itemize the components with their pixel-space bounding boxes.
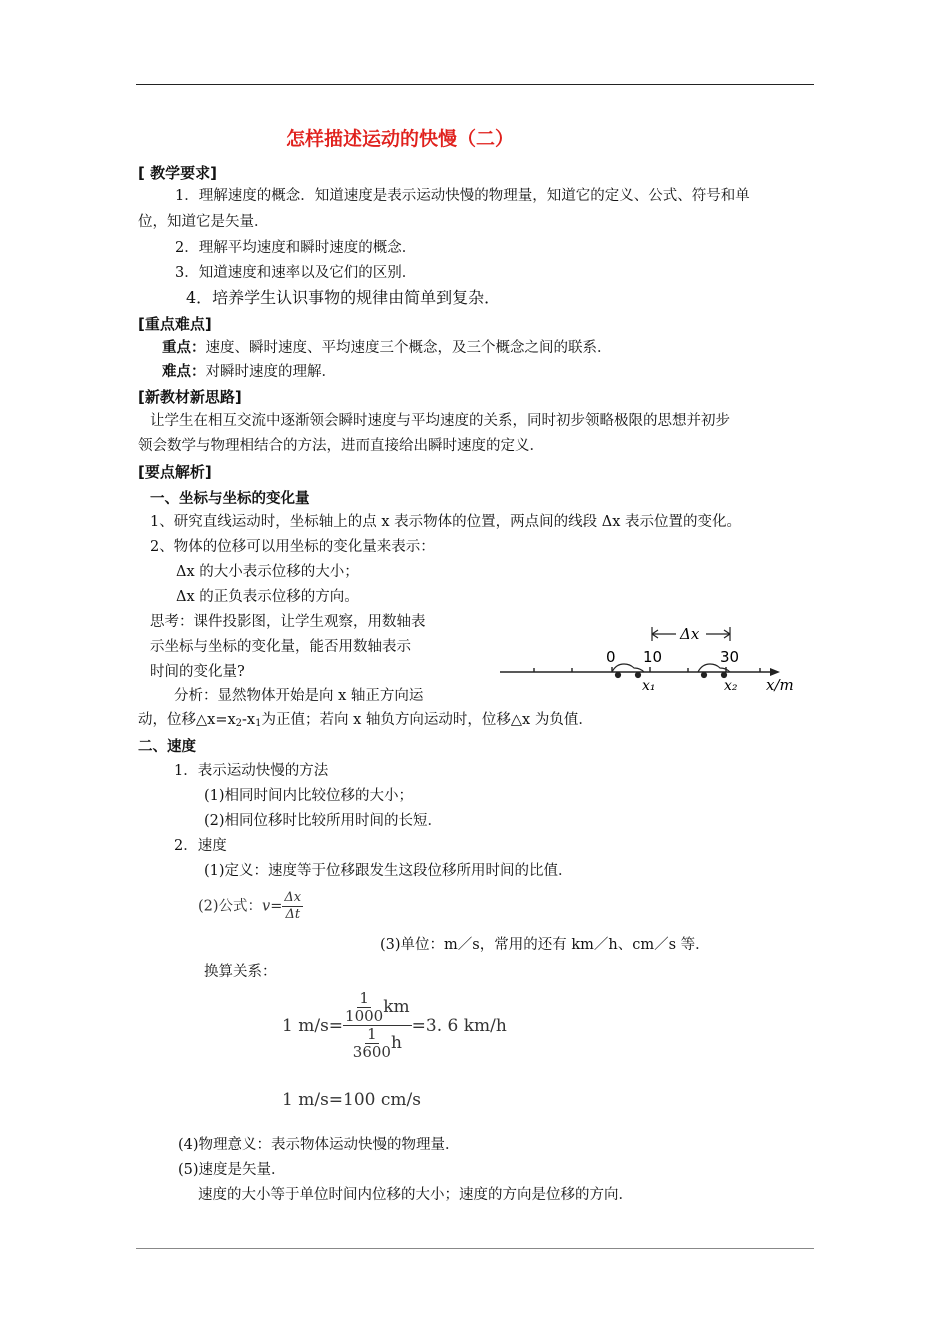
velocity-method-heading: 1．表示运动快慢的方法 [174,763,329,779]
tick-label-0: 0 [606,648,616,666]
section-heading-requirements: [ 教学要求] [138,164,217,182]
eq1-rhs: =3. 6 km/h [411,1015,507,1036]
eq1-den-bottom: 3600 [352,1043,391,1061]
eq1-num-top: 1 [359,989,369,1007]
section-heading-key-points: [重点难点] [138,315,212,333]
velocity-method-a: (1)相同时间内比较位移的大小； [204,788,414,804]
analysis-line-1: 分析：显然物体开始是向 x 轴正方向运 [174,688,424,704]
section-heading-analysis: [要点解析] [138,463,212,481]
car-icon-end [698,664,730,678]
eq1-den-unit: h [390,1033,402,1053]
velocity-meaning: (4)物理意义：表示物体运动快慢的物理量． [178,1137,460,1153]
requirement-1a: 1．理解速度的概念．知道速度是表示运动快慢的物理量，知道它的定义、公式、符号和单 [175,188,750,204]
delta-x-label: Δx [680,625,700,643]
subsection-coordinates: 一、坐标与坐标的变化量 [150,491,310,507]
difficulty-text: 对瞬时速度的理解． [205,364,336,380]
requirement-2: 2．理解平均速度和瞬时速度的概念． [175,240,417,256]
velocity-subheading: 2．速度 [174,838,227,854]
coord-point-2: 2、物体的位移可以用坐标的变化量来表示： [150,539,435,555]
conversion-heading: 换算关系： [204,964,277,980]
key-point-line [162,338,612,358]
requirement-1b: 位，知道它是矢量． [138,214,269,230]
subsection-velocity: 二、速度 [138,739,196,755]
tick-label-10: 10 [643,648,663,666]
x2-label: x₂ [724,678,738,694]
bottom-rule [136,1248,814,1249]
conversion-equation-2: 1 m/s=100 cm/s [282,1090,421,1110]
analysis-line-2 [138,710,593,734]
think-line-2: 示坐标与坐标的变化量，能否用数轴表示 [150,639,411,655]
velocity-definition: (1)定义：速度等于位移跟发生这段位移所用时间的比值． [204,863,573,879]
formula-numerator: Δx [284,890,302,905]
formula-fraction [282,890,303,923]
coord-point-4: Δx 的正负表示位移的方向。 [176,589,359,605]
eq1-den-top: 1 [367,1025,377,1043]
eq1-lhs: 1 m/s= [282,1015,344,1036]
eq1-numerator [343,990,412,1026]
analysis-text-a: 动，位移△x=x [138,712,236,728]
key-point-label: 重点： [162,339,206,356]
difficulty-label: 难点： [162,363,206,380]
axis-unit-label: x/m [766,676,794,694]
top-rule [136,84,814,85]
eq1-num-unit: km [383,997,410,1017]
conversion-equation-1 [282,990,507,1061]
new-ideas-line-1: 让学生在相互交流中逐渐领会瞬时速度与平均速度的关系，同时初步领略极限的思想并初步 [150,413,730,429]
velocity-unit: (3)单位：m／s，常用的还有 km／h、cm／s 等． [380,937,710,953]
formula-label: (2)公式： [198,898,263,915]
think-line-3: 时间的变化量? [150,664,245,680]
velocity-formula [198,890,303,923]
subscript-1: 1 [255,718,262,729]
velocity-direction: 速度的大小等于单位时间内位移的大小；速度的方向是位移的方向． [198,1187,633,1203]
coord-point-3: Δx 的大小表示位移的大小； [176,564,359,580]
number-line-figure [498,620,808,700]
analysis-text-b: -x [242,712,256,728]
tick-label-30: 30 [720,648,740,666]
x1-label: x₁ [642,678,656,694]
new-ideas-line-2: 领会数学与物理相结合的方法，进而直接给出瞬时速度的定义． [138,438,544,454]
car-icon-start [612,664,644,678]
requirement-4: 4．培养学生认识事物的规律由简单到复杂． [186,288,501,307]
velocity-method-b: (2)相同位移时比较所用时间的长短． [204,813,443,829]
section-heading-new-ideas: [新教材新思路] [138,388,242,406]
requirement-3: 3．知道速度和速率以及它们的区别． [175,265,417,281]
analysis-text-c: 为正值；若向 x 轴负方向运动时，位移△x 为负值． [261,712,593,728]
eq1-fraction [343,990,412,1061]
formula-v: v= [262,898,283,915]
key-point-text: 速度、瞬时速度、平均速度三个概念，及三个概念之间的联系． [205,340,612,356]
velocity-vector: (5)速度是矢量． [178,1162,286,1178]
eq1-denominator [353,1026,402,1061]
eq1-num-bottom: 1000 [345,1007,384,1025]
think-line-1: 思考：课件投影图，让学生观察，用数轴表 [150,614,426,630]
formula-denominator: Δt [285,907,301,922]
coord-point-1: 1、研究直线运动时，坐标轴上的点 x 表示物体的位置，两点间的线段 Δx 表示位置的变化。 [150,514,741,530]
difficulty-line [162,362,336,382]
subscript-2: 2 [235,718,243,729]
page-title: 怎样描述运动的快慢（二） [286,128,515,150]
